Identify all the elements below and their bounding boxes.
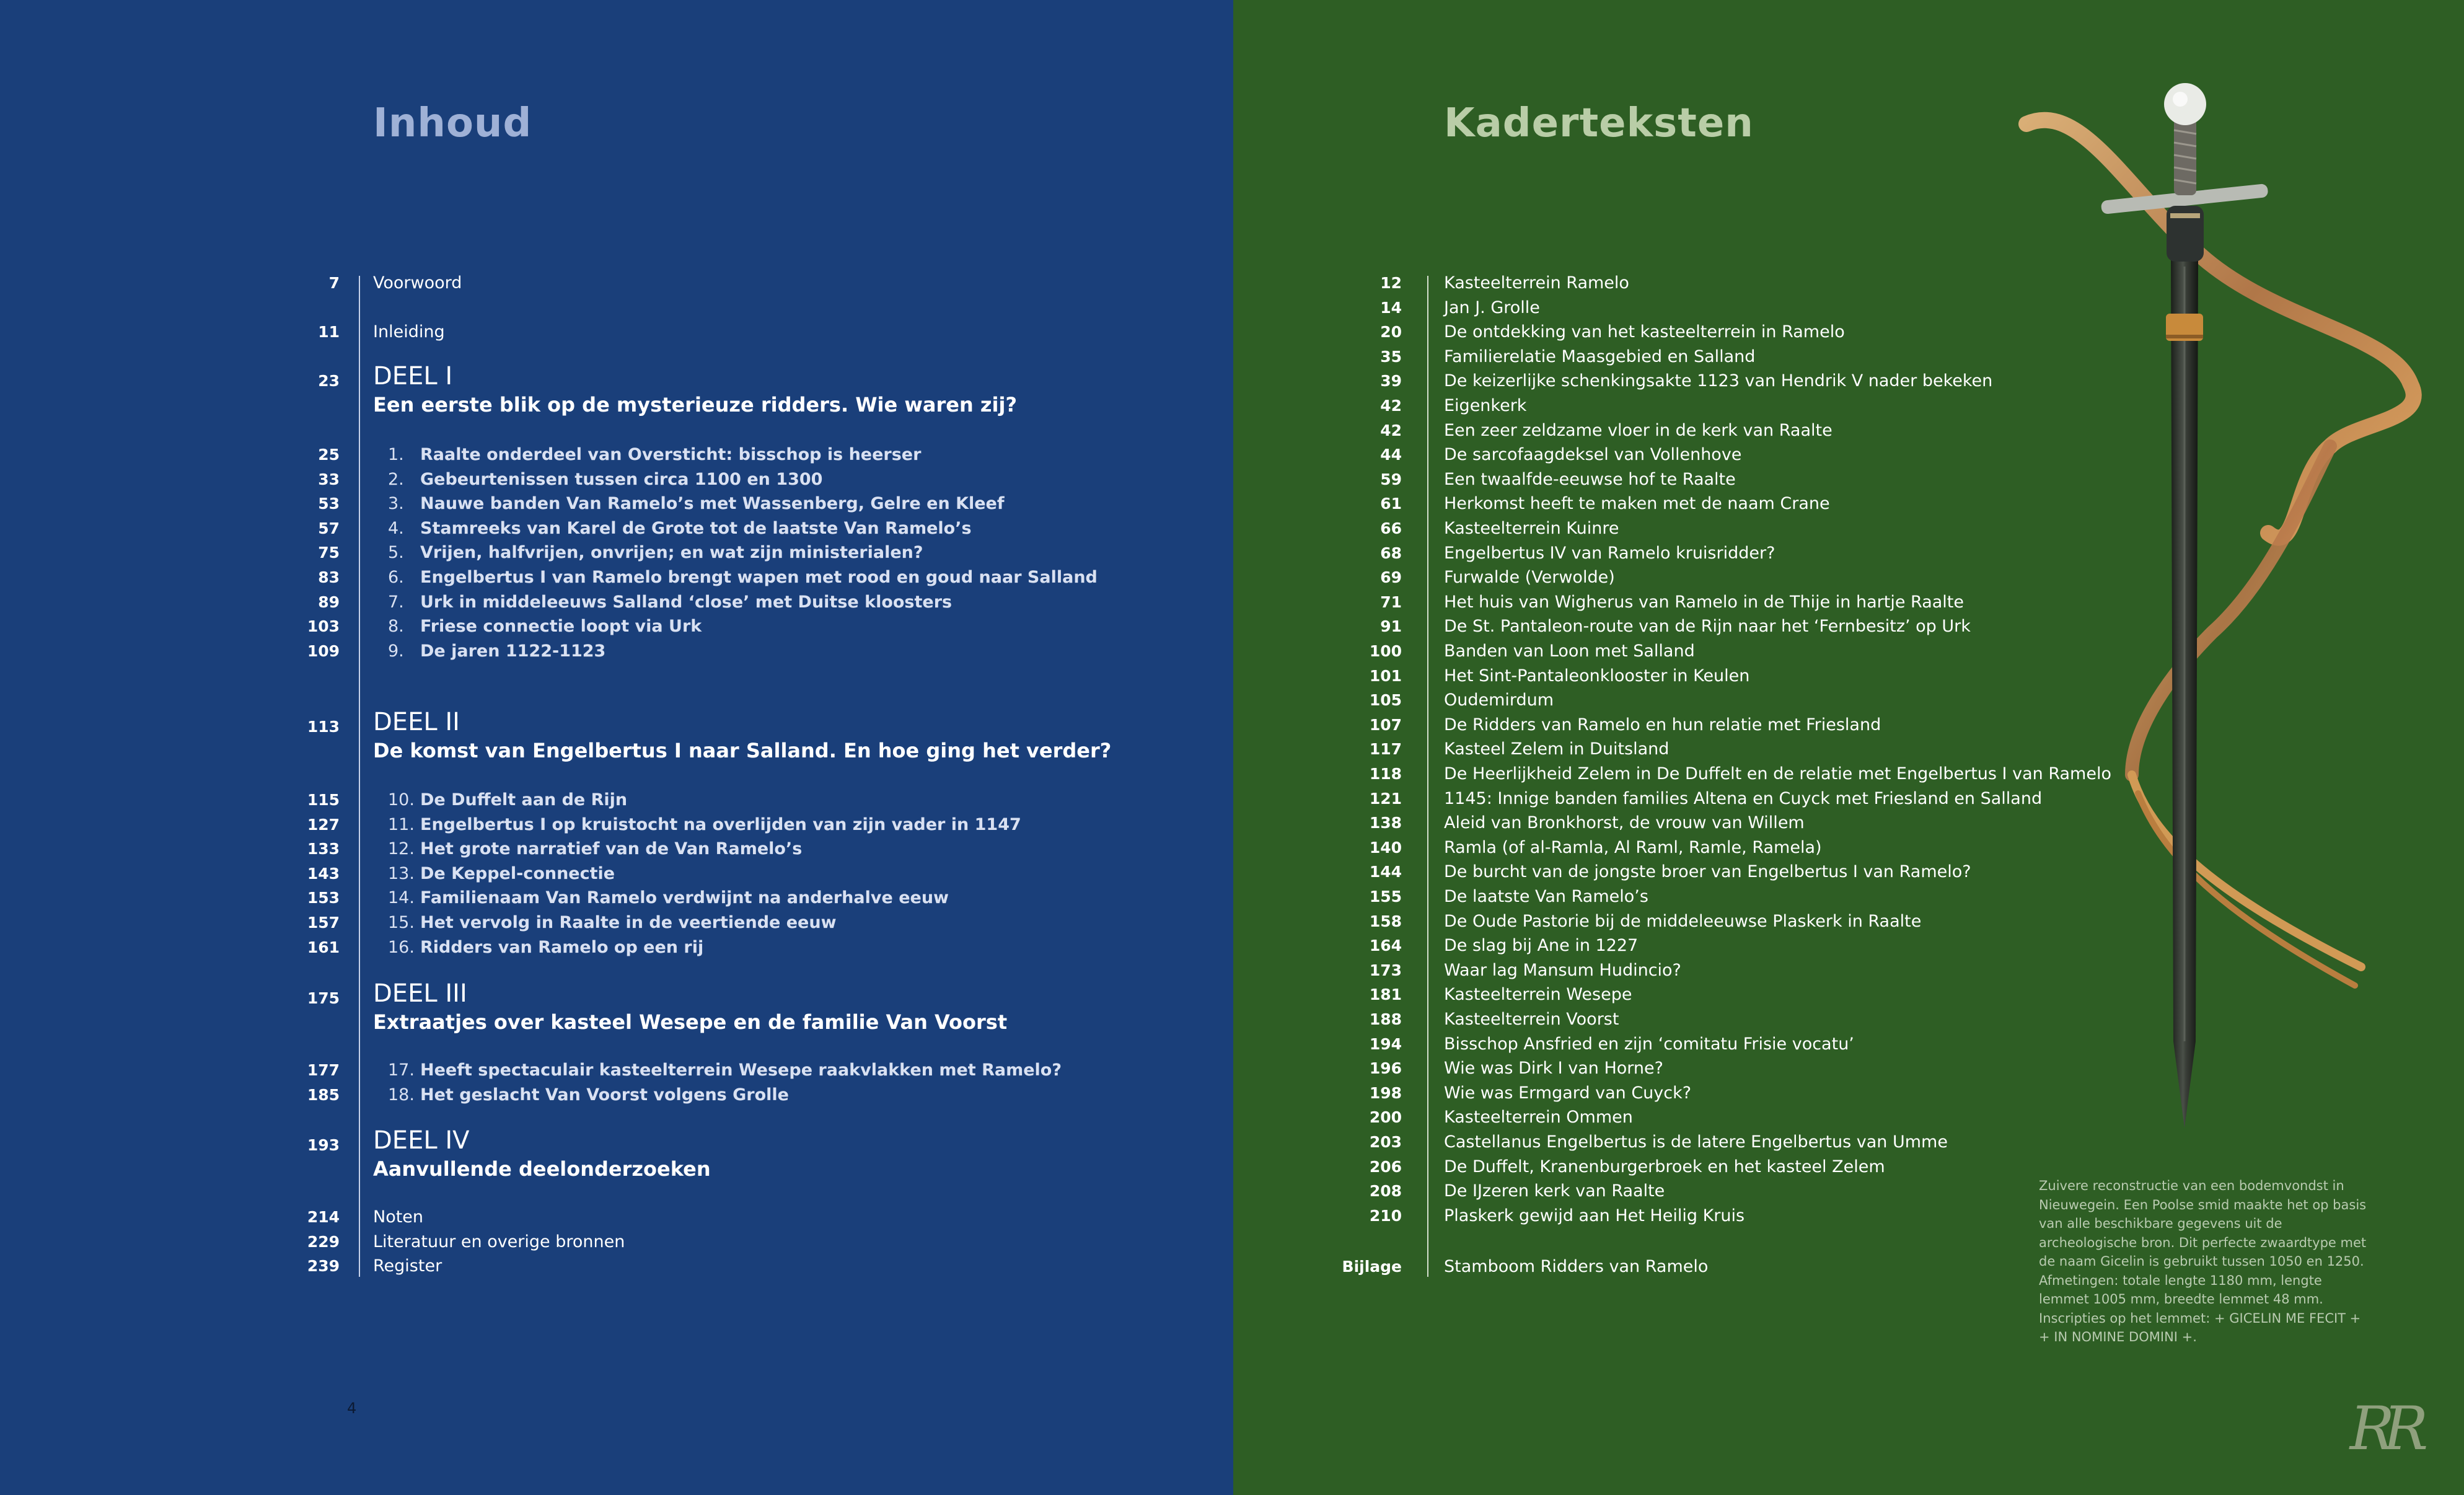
toc-page-number: 23 [318, 372, 340, 390]
toc-page-number: 143 [307, 864, 340, 883]
toc-chapter [0, 565, 1233, 590]
toc-page-number: 89 [318, 593, 340, 611]
toc-chapter-title: Friese connectie loopt via Urk [420, 617, 702, 637]
toc-chapter-number: 17. [388, 1061, 415, 1080]
boxed-text-label: Plaskerk gewijd aan Het Heilig Kruis [1444, 1206, 1745, 1225]
toc-page-number: 103 [307, 617, 340, 636]
contents-heading: Inhoud [373, 100, 532, 146]
toc-chapter-number: 12. [388, 839, 415, 859]
toc-back-item [0, 1254, 1233, 1279]
boxed-text-label: De slag bij Ane in 1227 [1444, 936, 1639, 956]
toc-chapter-title: Het vervolg in Raalte in de veertiende eeuw [420, 913, 837, 932]
toc-chapter-title: De Duffelt aan de Rijn [420, 790, 628, 809]
toc-chapter-title: Het grote narratief van de Van Ramelo’s [420, 839, 803, 859]
boxed-text-page-number: 158 [1369, 912, 1402, 930]
boxed-text-page-number: 61 [1380, 495, 1402, 513]
toc-chapter-title: Het geslacht Van Voorst volgens Grolle [420, 1085, 789, 1105]
boxed-text-label: De keizerlijke schenkingsakte 1123 van Hendrik V nader bekeken [1444, 371, 1993, 391]
toc-chapter [0, 886, 1233, 911]
toc-page-number: 33 [318, 470, 340, 488]
toc-chapter-title: Gebeurtenissen tussen circa 1100 en 1300 [420, 469, 823, 489]
toc-chapter-number: 3. [388, 494, 404, 514]
toc-page-number: 229 [307, 1232, 340, 1251]
toc-page-number: 193 [307, 1136, 340, 1154]
contents-rule [359, 276, 360, 1277]
boxed-text-page-number: 188 [1369, 1010, 1402, 1028]
boxed-text-page-number: 100 [1369, 642, 1402, 660]
boxed-text-label: Jan J. Grolle [1444, 298, 1540, 317]
boxed-text-page-number: 140 [1369, 838, 1402, 857]
boxed-text-page-number: 71 [1380, 593, 1402, 611]
boxed-text-page-number: 91 [1380, 617, 1402, 636]
toc-chapter-number: 4. [388, 518, 404, 538]
toc-page-number: 113 [307, 718, 340, 736]
toc-back-item [0, 1205, 1233, 1230]
toc-chapter [0, 862, 1233, 886]
boxed-text-page-number: 203 [1369, 1133, 1402, 1151]
toc-item-label: Noten [373, 1207, 424, 1227]
toc-part [0, 362, 1233, 417]
boxed-text-label: Kasteelterrein Ramelo [1444, 273, 1629, 293]
boxed-text-label: Castellanus Engelbertus is de latere Engelbertus van Umme [1444, 1132, 1948, 1152]
boxed-text-label: Het huis van Wigherus van Ramelo in de Thije in hartje Raalte [1444, 592, 1964, 612]
boxed-text-label: Het Sint-Pantaleonklooster in Keulen [1444, 666, 1750, 686]
boxed-text-page-number: 181 [1369, 986, 1402, 1004]
boxed-text-page-number: 105 [1369, 691, 1402, 710]
boxed-text-label: Kasteelterrein Ommen [1444, 1108, 1633, 1127]
toc-item-label: Register [373, 1256, 442, 1276]
boxed-text-page-number: 42 [1380, 397, 1402, 415]
toc-chapter-title: Heeft spectaculair kasteelterrein Wesepe raakvlakken met Ramelo? [420, 1061, 1062, 1080]
toc-chapter [0, 1083, 1233, 1108]
boxed-text-page-number: 198 [1369, 1083, 1402, 1102]
toc-chapter [0, 911, 1233, 935]
boxed-text-page-number: 206 [1369, 1157, 1402, 1176]
boxed-text-page-number: 14 [1380, 298, 1402, 317]
boxed-text-page-number: 155 [1369, 888, 1402, 906]
boxed-text-label: Herkomst heeft te maken met de naam Crane [1444, 494, 1830, 514]
boxed-text-page-number: 42 [1380, 421, 1402, 439]
toc-front-item [0, 271, 1233, 296]
boxed-text-page-number: 208 [1369, 1182, 1402, 1201]
boxed-text-page-number: 196 [1369, 1059, 1402, 1078]
toc-page-number: 177 [307, 1061, 340, 1079]
boxed-text-label: Kasteelterrein Kuinre [1444, 519, 1619, 538]
toc-page-number: 11 [318, 323, 340, 341]
toc-chapter [0, 788, 1233, 813]
toc-chapter-number: 1. [388, 445, 404, 464]
toc-part-label: DEEL IV [373, 1126, 470, 1155]
toc-chapter-title: Nauwe banden Van Ramelo’s met Wassenberg, Gelre en Kleef [420, 494, 1005, 514]
boxed-text-page-number: 44 [1380, 446, 1402, 464]
rr-logo [2331, 1388, 2437, 1463]
toc-page-number: 75 [318, 544, 340, 562]
boxed-text-label: De ontdekking van het kasteelterrein in Ramelo [1444, 322, 1845, 342]
boxed-text-label: De Ridders van Ramelo en hun relatie met Friesland [1444, 715, 1881, 734]
toc-chapter [0, 443, 1233, 467]
boxed-text-label: Familierelatie Maasgebied en Salland [1444, 346, 1756, 366]
boxed-text-label: De IJzeren kerk van Raalte [1444, 1181, 1665, 1201]
toc-chapter-number: 14. [388, 888, 415, 908]
toc-chapter [0, 813, 1233, 837]
toc-page-number: 214 [307, 1208, 340, 1226]
toc-page-number: 157 [307, 914, 340, 932]
boxed-text-page-number: 210 [1369, 1206, 1402, 1225]
toc-chapter-number: 6. [388, 568, 404, 587]
boxed-text-page-number: 138 [1369, 814, 1402, 832]
toc-page-number: 25 [318, 446, 340, 464]
toc-page-number: 7 [328, 274, 340, 292]
boxed-texts-heading: Kaderteksten [1444, 100, 1754, 146]
boxed-text-label: De Oude Pastorie bij de middeleeuwse Plaskerk in Raalte [1444, 911, 1922, 931]
toc-item-label: Inleiding [373, 322, 445, 342]
appendix-title: Stamboom Ridders van Ramelo [1444, 1257, 1709, 1276]
toc-chapter-number: 10. [388, 790, 415, 809]
toc-chapter-number: 13. [388, 863, 415, 883]
toc-chapter-title: Ridders van Ramelo op een rij [420, 937, 704, 957]
toc-page-number: 175 [307, 989, 340, 1007]
boxed-text-label: Banden van Loon met Salland [1444, 642, 1695, 661]
boxed-text-label: Wie was Ermgard van Cuyck? [1444, 1083, 1692, 1103]
boxed-text-label: Aleid van Bronkhorst, de vrouw van Willem [1444, 813, 1805, 833]
boxed-text-label: 1145: Innige banden families Altena en Cuyck met Friesland en Salland [1444, 788, 2043, 808]
toc-part [0, 708, 1233, 762]
boxed-text-page-number: 118 [1369, 765, 1402, 783]
boxed-text-page-number: 69 [1380, 568, 1402, 587]
boxed-text-label: Kasteelterrein Voorst [1444, 1010, 1619, 1029]
boxed-text-label: Ramla (of al-Ramla, Al Raml, Ramle, Ramela) [1444, 837, 1822, 857]
toc-chapter-number: 7. [388, 592, 404, 612]
toc-page-number: 153 [307, 889, 340, 907]
toc-chapter-title: Engelbertus I op kruistocht na overlijden van zijn vader in 1147 [420, 814, 1021, 834]
boxed-text-label: Kasteel Zelem in Duitsland [1444, 739, 1670, 759]
boxed-text-page-number: 20 [1380, 323, 1402, 342]
toc-chapter-title: De jaren 1122-1123 [420, 641, 606, 661]
toc-page-number: 133 [307, 840, 340, 858]
toc-page-number: 57 [318, 519, 340, 537]
boxed-text-item [1233, 1155, 2464, 1180]
boxed-text-label: De Heerlijkheid Zelem in De Duffelt en de relatie met Engelbertus I van Ramelo [1444, 764, 2111, 783]
toc-page-number: 115 [307, 791, 340, 809]
toc-chapter [0, 639, 1233, 664]
toc-front-item [0, 320, 1233, 345]
toc-chapter-title: Urk in middeleeuws Salland ‘close’ met Duitse kloosters [420, 592, 953, 612]
toc-page-number: 161 [307, 938, 340, 956]
toc-chapter-title: Engelbertus I van Ramelo brengt wapen met rood en goud naar Salland [420, 568, 1098, 587]
page-number: 4 [347, 1400, 357, 1417]
boxed-text-page-number: 101 [1369, 666, 1402, 685]
boxed-text-label: De sarcofaagdeksel van Vollenhove [1444, 445, 1742, 465]
toc-chapter [0, 590, 1233, 615]
toc-page-number: 239 [307, 1257, 340, 1276]
toc-chapter [0, 935, 1233, 960]
boxed-text-label: De laatste Van Ramelo’s [1444, 887, 1648, 906]
toc-page-number: 83 [318, 568, 340, 586]
boxed-text-label: Eigenkerk [1444, 396, 1527, 415]
sword-illustration [2008, 74, 2429, 1140]
boxed-text-label: Een twaalfde-eeuwse hof te Raalte [1444, 469, 1736, 489]
toc-part-subtitle: Een eerste blik op de mysterieuze ridders. Wie waren zij? [373, 393, 1018, 417]
boxed-text-page-number: 144 [1369, 863, 1402, 881]
rr-logo-text: RR [2349, 1394, 2418, 1463]
boxed-text-page-number: 12 [1380, 274, 1402, 292]
toc-chapter-title: Stamreeks van Karel de Grote tot de laatste Van Ramelo’s [420, 518, 972, 538]
boxed-text-page-number: 59 [1380, 470, 1402, 488]
toc-chapter [0, 492, 1233, 516]
toc-chapter-title: Vrijen, halfvrijen, onvrijen; en wat zijn ministerialen? [420, 543, 923, 563]
toc-page-number: 109 [307, 642, 340, 660]
toc-chapter-title: Raalte onderdeel van Oversticht: bisschop is heerser [420, 445, 922, 464]
appendix-label: Bijlage [1342, 1258, 1402, 1276]
toc-page-number: 53 [318, 495, 340, 513]
boxed-text-label: Wie was Dirk I van Horne? [1444, 1059, 1663, 1078]
boxed-text-label: Engelbertus IV van Ramelo kruisridder? [1444, 543, 1775, 563]
toc-part [0, 979, 1233, 1034]
toc-part-label: DEEL II [373, 708, 460, 736]
boxed-text-label: De Duffelt, Kranenburgerbroek en het kasteel Zelem [1444, 1157, 1885, 1176]
right-page [1233, 0, 2464, 1495]
boxed-text-label: Bisschop Ansfried en zijn ‘comitatu Frisie vocatu’ [1444, 1034, 1854, 1054]
toc-chapter-number: 8. [388, 617, 404, 637]
toc-part-subtitle: Extraatjes over kasteel Wesepe en de familie Van Voorst [373, 1010, 1008, 1034]
toc-chapter-number: 9. [388, 641, 404, 661]
toc-item-label: Voorwoord [373, 273, 462, 293]
boxed-text-label: Kasteelterrein Wesepe [1444, 985, 1632, 1005]
toc-chapter [0, 516, 1233, 541]
toc-part-subtitle: Aanvullende deelonderzoeken [373, 1157, 711, 1181]
toc-back-item [0, 1230, 1233, 1255]
boxed-text-page-number: 200 [1369, 1108, 1402, 1127]
boxed-text-page-number: 117 [1369, 740, 1402, 759]
toc-chapter-title: Familienaam Van Ramelo verdwijnt na anderhalve eeuw [420, 888, 949, 908]
boxed-text-page-number: 164 [1369, 937, 1402, 955]
toc-chapter [0, 837, 1233, 862]
toc-item-label: Literatuur en overige bronnen [373, 1232, 625, 1251]
boxed-text-page-number: 66 [1380, 519, 1402, 537]
toc-chapter-number: 18. [388, 1085, 415, 1105]
toc-page-number: 127 [307, 815, 340, 834]
toc-chapter-number: 2. [388, 469, 404, 489]
toc-chapter [0, 1058, 1233, 1083]
toc-chapter-title: De Keppel-connectie [420, 863, 615, 883]
toc-page-number: 185 [307, 1085, 340, 1104]
boxed-text-page-number: 173 [1369, 961, 1402, 979]
toc-chapter [0, 540, 1233, 565]
boxed-text-label: De burcht van de jongste broer van Engelbertus I van Ramelo? [1444, 862, 1971, 882]
boxed-text-page-number: 35 [1380, 347, 1402, 366]
boxed-text-label: Waar lag Mansum Hudincio? [1444, 960, 1681, 980]
toc-part-label: DEEL III [373, 979, 467, 1008]
boxed-text-page-number: 68 [1380, 544, 1402, 562]
toc-part [0, 1126, 1233, 1181]
boxed-text-page-number: 121 [1369, 789, 1402, 808]
boxed-text-label: De St. Pantaleon-route van de Rijn naar het ‘Fernbesitz’ op Urk [1444, 617, 1971, 637]
boxed-text-label: Oudemirdum [1444, 690, 1554, 710]
toc-part-subtitle: De komst van Engelbertus I naar Salland. En hoe ging het verder? [373, 739, 1112, 762]
toc-chapter [0, 614, 1233, 639]
boxed-text-label: Furwalde (Verwolde) [1444, 568, 1615, 588]
toc-chapter-number: 16. [388, 937, 415, 957]
toc-chapter [0, 467, 1233, 492]
toc-chapter-number: 11. [388, 814, 415, 834]
toc-chapter-number: 5. [388, 543, 404, 563]
sword-caption: Zuivere reconstructie van een bodemvondst in Nieuwegein. Een Poolse smid maakte het op basis van alle beschikbare gegevens uit de archeologische bron. Dit perfecte zwaardtype met de naam Gicelin is gebruikt tussen 1050 en 1250. Afmetingen: totale lengte 1180 mm, lengte lemmet 1005 mm, breedte lemmet 48 mm. Inscripties op het lemmet: + GICELIN ME FECIT + + IN NOMINE DOMINI +. [2039, 1178, 2367, 1344]
boxed-text-page-number: 107 [1369, 715, 1402, 734]
toc-part-label: DEEL I [373, 362, 453, 390]
boxed-text-page-number: 194 [1369, 1034, 1402, 1053]
toc-chapter-number: 15. [388, 913, 415, 932]
boxed-text-page-number: 39 [1380, 372, 1402, 390]
boxed-text-label: Een zeer zeldzame vloer in de kerk van Raalte [1444, 420, 1833, 440]
